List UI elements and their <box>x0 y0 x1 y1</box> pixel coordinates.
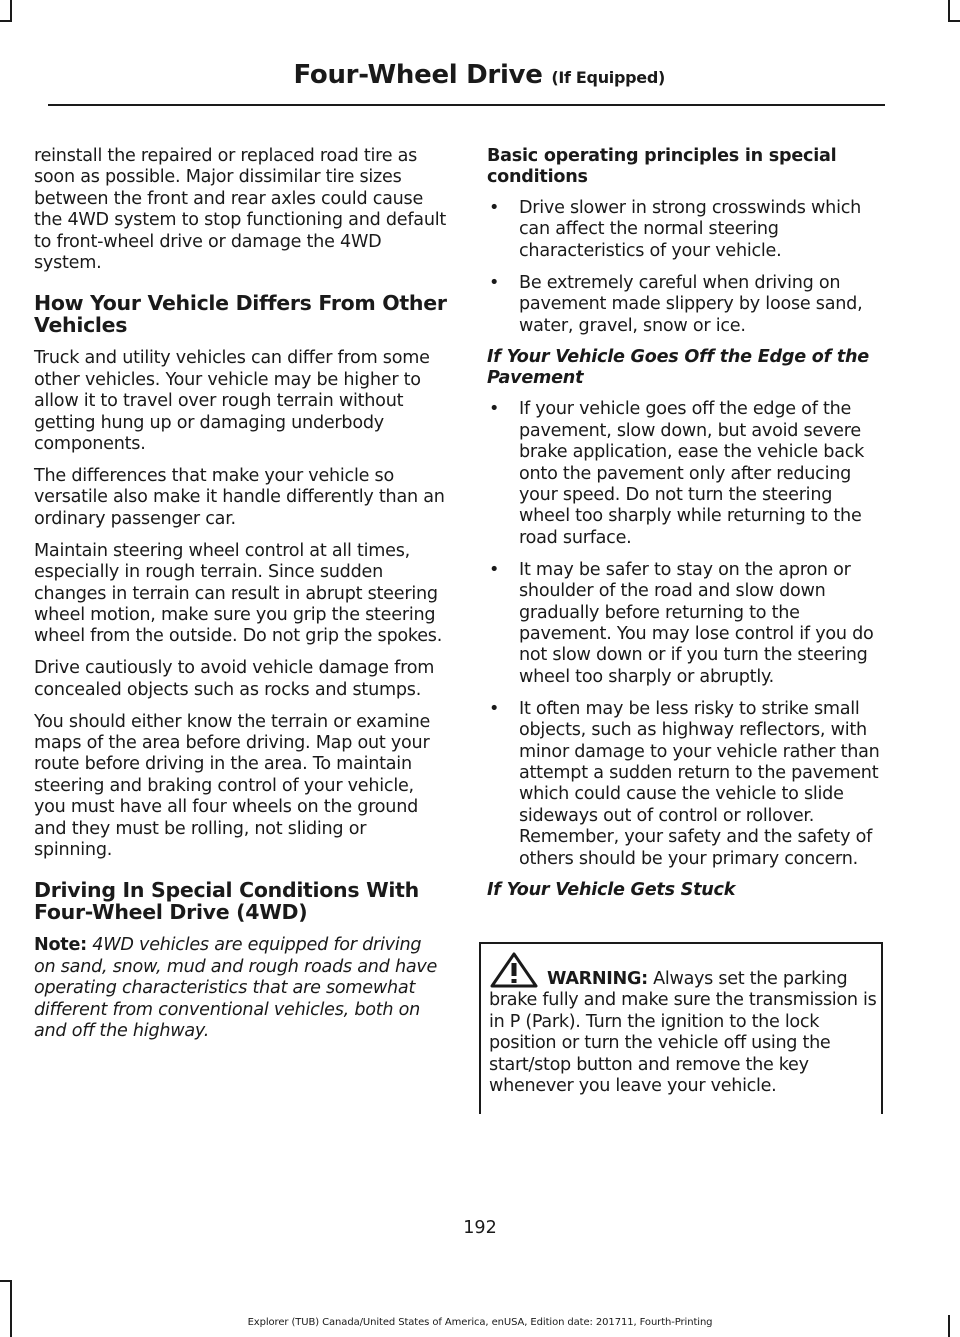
header-title-main: Four-Wheel Drive <box>293 60 543 90</box>
body-paragraph: Drive cautiously to avoid vehicle damage from concealed objects such as rocks and stumps. <box>34 658 435 700</box>
subheading-stuck: If Your Vehicle Gets Stuck <box>487 880 736 901</box>
warning-paragraph <box>489 952 877 1097</box>
right-column <box>487 146 883 911</box>
bullet-list-off-edge <box>487 399 883 870</box>
warning-label: WARNING: <box>547 969 648 989</box>
crop-mark <box>0 1280 12 1282</box>
body-paragraph: Maintain steering wheel control at all times, especially in rough terrain. Since sudden changes in terrain can result in abrupt steering wheel motion, make sure you grip the steering wheel from the outside. Do not grip the spokes. <box>34 540 443 647</box>
crop-mark <box>10 1280 12 1337</box>
section-heading-special-conditions: Driving In Special Conditions With Four-Wheel Drive (4WD) <box>34 878 419 925</box>
subheading-basic-principles: Basic operating principles in special conditions <box>487 146 837 187</box>
warning-text: Always set the parking brake fully and make sure the transmission is in P (Park). Turn the ignition to the lock position or turn the vehicle off using the start/stop button and remove the key whenever you leave your vehicle. <box>489 969 877 1097</box>
note-text: 4WD vehicles are equipped for driving on sand, snow, mud and rough roads and have operating characteristics that are somewhat different from conventional vehicles, both on and off the highway. <box>34 935 438 1041</box>
left-column <box>34 146 448 1053</box>
bullet-list-principles <box>487 198 883 337</box>
warning-box <box>479 942 883 1114</box>
list-item: • Be extremely careful when driving on pavement made slippery by loose sand, water, gravel, snow or ice. <box>487 273 883 337</box>
crop-mark <box>10 0 12 22</box>
header-divider <box>48 104 885 106</box>
crop-mark <box>948 0 950 22</box>
section-heading-differs: How Your Vehicle Differs From Other Vehicles <box>34 291 447 338</box>
list-item: • It may be safer to stay on the apron or shoulder of the road and slow down gradually before returning to the pavement. You may lose control if you do not slow down or if you turn the steering wheel too sharply or abruptly. <box>487 560 883 688</box>
body-paragraph: You should either know the terrain or examine maps of the area before driving. Map out your route before driving in the area. To maintain steering and braking control of your vehicle, you must have all four wheels on the ground and they must be rolling, not sliding or spinning. <box>34 711 431 860</box>
body-paragraph: Truck and utility vehicles can differ from some other vehicles. Your vehicle may be higher to allow it to travel over rough terrain without getting hung up or damaging underbody components. <box>34 348 430 455</box>
subheading-off-edge: If Your Vehicle Goes Off the Edge of the Pavement <box>487 347 869 389</box>
crop-mark <box>0 20 12 22</box>
page-number: 192 <box>463 1218 497 1238</box>
intro-paragraph: reinstall the repaired or replaced road tire as soon as possible. Major dissimilar tire sizes between the front and rear axles could cause the 4WD system to stop functioning and default to front-wheel drive or damage the 4WD system. <box>34 146 447 274</box>
note-label: Note: <box>34 935 87 956</box>
body-paragraph: The differences that make your vehicle so versatile also make it handle differently than an ordinary passenger car. <box>34 465 445 529</box>
warning-triangle-icon <box>489 952 539 988</box>
list-item: • If your vehicle goes off the edge of the pavement, slow down, but avoid severe brake application, ease the vehicle back onto the pavement only after reducing your speed. Do not turn the steering wheel too sharply while returning to the road surface. <box>487 399 883 549</box>
page-header-title <box>294 60 666 90</box>
note-paragraph <box>34 935 448 1042</box>
footer-edition: Explorer (TUB) Canada/United States of America, enUSA, Edition date: 201711, Fourth-Printing <box>247 1317 713 1328</box>
list-item: • Drive slower in strong crosswinds which can affect the normal steering characteristics of your vehicle. <box>487 198 883 262</box>
crop-mark <box>948 20 960 22</box>
header-title-suffix: (If Equipped) <box>551 68 665 87</box>
list-item: • It often may be less risky to strike small objects, such as highway reflectors, with minor damage to your vehicle rather than attempt a sudden return to the pavement which could cause the vehicle to slide sideways out of control or rollover. Remember, your safety and the safety of others should be your primary concern. <box>487 699 883 870</box>
